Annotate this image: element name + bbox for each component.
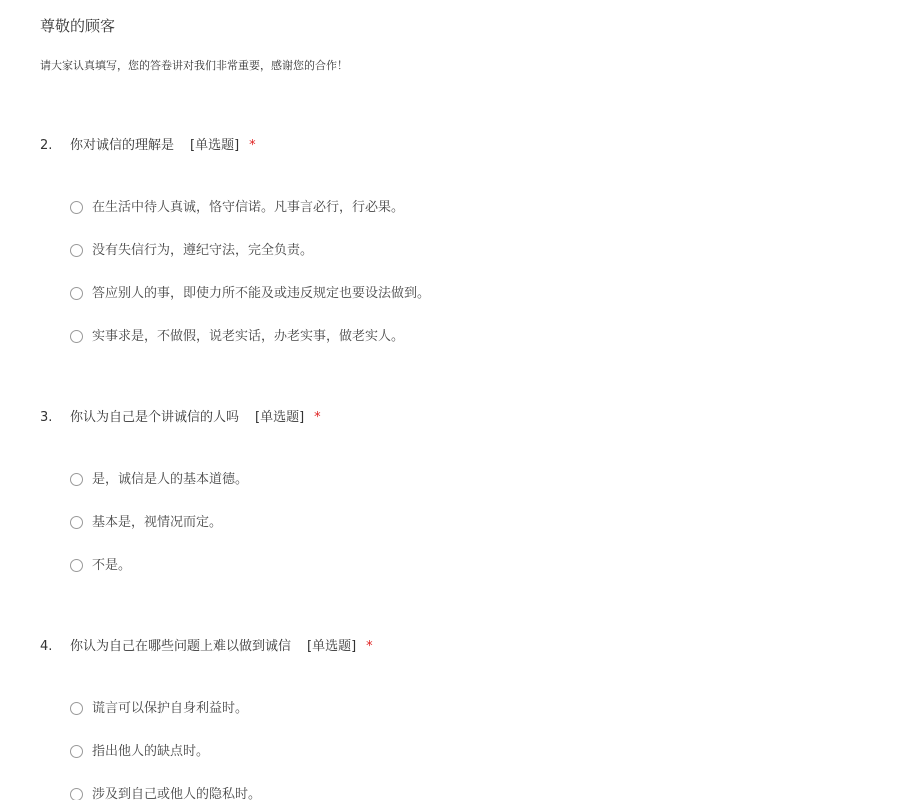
radio-button-icon[interactable] xyxy=(70,516,83,529)
option-label: 答应别人的事，即使力所不能及或违反规定也要设法做到。 xyxy=(92,286,431,301)
question-type-tag: [单选题] xyxy=(307,639,357,654)
radio-option[interactable] xyxy=(70,198,430,218)
radio-option[interactable] xyxy=(70,241,430,261)
radio-button-icon[interactable] xyxy=(70,287,83,300)
radio-button-icon[interactable] xyxy=(70,745,83,758)
question-number: 3. xyxy=(40,410,53,425)
question-text: 你认为自己在哪些问题上难以做到诚信 xyxy=(70,639,292,654)
required-marker: * xyxy=(249,138,256,153)
option-label: 实事求是，不做假，说老实话，办老实事，做老实人。 xyxy=(92,329,405,344)
option-list xyxy=(70,198,430,370)
option-label: 在生活中待人真诚，恪守信诺。凡事言必行，行必果。 xyxy=(92,200,405,215)
option-label: 指出他人的缺点时。 xyxy=(92,744,210,759)
question-text: 你认为自己是个讲诚信的人吗 xyxy=(70,410,240,425)
option-label: 基本是，视情况而定。 xyxy=(92,515,223,530)
option-label: 没有失信行为，遵纪守法，完全负责。 xyxy=(92,243,314,258)
question-text: 你对诚信的理解是 xyxy=(70,138,175,153)
required-marker: * xyxy=(314,410,321,425)
radio-button-icon[interactable] xyxy=(70,559,83,572)
question-type-tag: [单选题] xyxy=(255,410,305,425)
radio-button-icon[interactable] xyxy=(70,201,83,214)
question-number: 2. xyxy=(40,138,53,153)
question-title xyxy=(40,408,860,428)
question-number: 4. xyxy=(40,639,53,654)
option-label: 谎言可以保护自身利益时。 xyxy=(92,701,249,716)
radio-option[interactable] xyxy=(70,470,248,490)
option-label: 是，诚信是人的基本道德。 xyxy=(92,472,249,487)
question-3 xyxy=(40,408,860,573)
option-list xyxy=(70,470,248,599)
radio-option[interactable] xyxy=(70,699,261,719)
radio-option[interactable] xyxy=(70,556,248,576)
radio-option[interactable] xyxy=(70,785,261,800)
radio-button-icon[interactable] xyxy=(70,330,83,343)
radio-option[interactable] xyxy=(70,742,261,762)
question-4 xyxy=(40,637,860,800)
survey-intro: 请大家认真填写，您的答卷讲对我们非常重要，感谢您的合作！ xyxy=(40,59,348,72)
radio-button-icon[interactable] xyxy=(70,702,83,715)
option-label: 不是。 xyxy=(92,558,132,573)
question-2 xyxy=(40,136,860,344)
option-list xyxy=(70,699,261,800)
question-title xyxy=(40,637,860,657)
question-type-tag: [单选题] xyxy=(190,138,240,153)
radio-option[interactable] xyxy=(70,327,430,347)
radio-button-icon[interactable] xyxy=(70,473,83,486)
radio-button-icon[interactable] xyxy=(70,244,83,257)
radio-option[interactable] xyxy=(70,284,430,304)
option-label: 涉及到自己或他人的隐私时。 xyxy=(92,787,262,800)
radio-option[interactable] xyxy=(70,513,248,533)
required-marker: * xyxy=(366,639,373,654)
survey-title: 尊敬的顾客 xyxy=(40,17,116,35)
radio-button-icon[interactable] xyxy=(70,788,83,800)
question-title xyxy=(40,136,860,156)
